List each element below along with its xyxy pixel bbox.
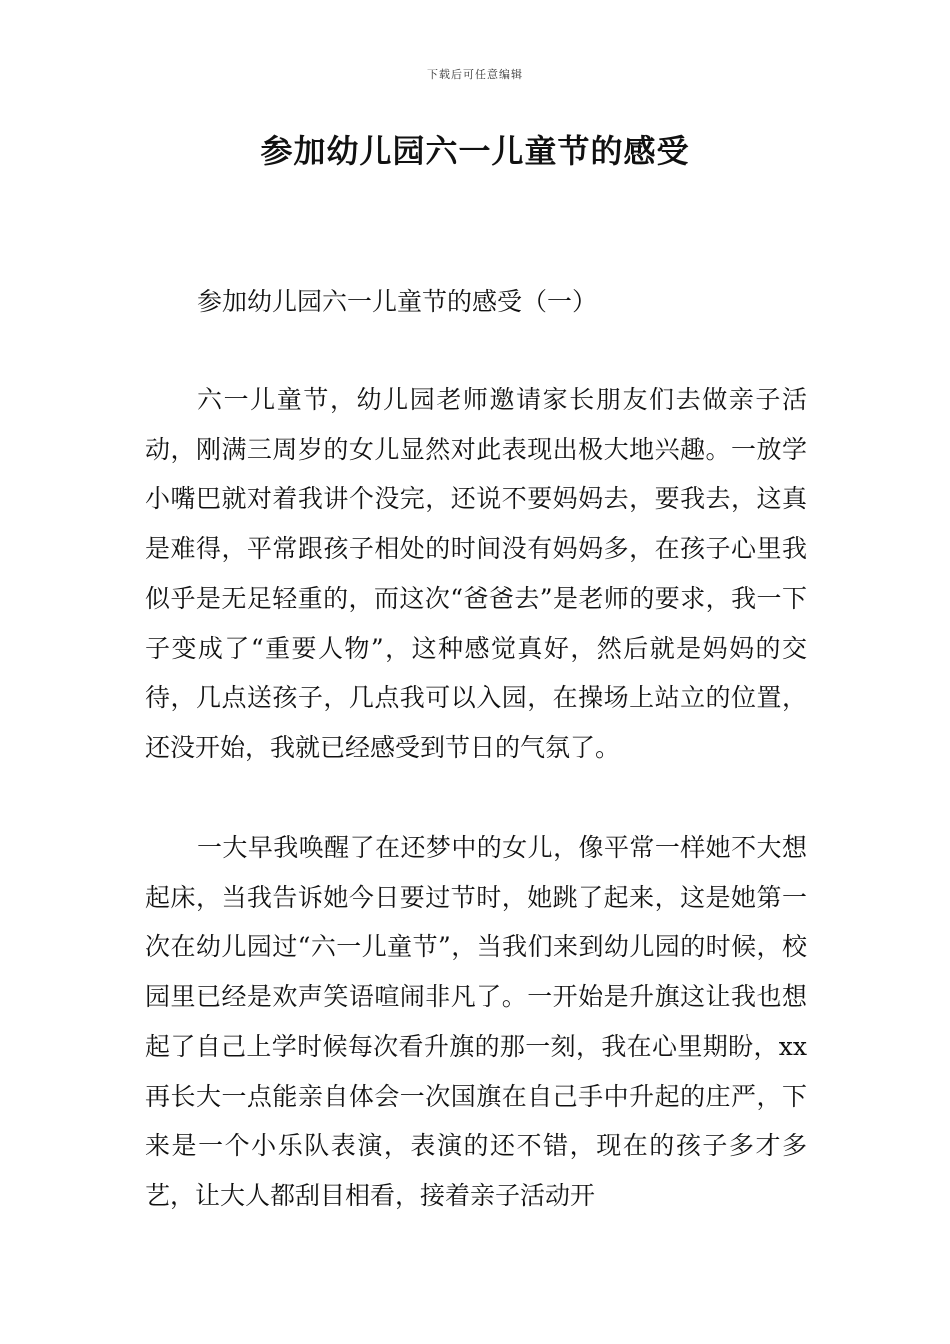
header-note: 下载后可任意编辑 [427, 68, 523, 81]
document-title: 参加幼儿园六一儿童节的感受 [260, 132, 690, 170]
section-heading: 参加幼儿园六一儿童节的感受（一） [197, 287, 598, 316]
body-paragraph-1: 六一儿童节，幼儿园老师邀请家长朋友们去做亲子活动，刚满三周岁的女儿显然对此表现出极大地兴趣。一放学小嘴巴就对着我讲个没完，还说不要妈妈去，要我去，这真是难得，平常跟孩子相处的时间没有妈妈多，在孩子心里我似乎是无足轻重的，而这次“爸爸去”是老师的要求，我一下子变成了“重要人物”，这种感觉真好，然后就是妈妈的交待，几点送孩子，几点我可以入园，在操场上站立的位置，还没开始，我就已经感受到节日的气氛了。 [145, 385, 807, 762]
body-paragraph-2: 一大早我唤醒了在还梦中的女儿，像平常一样她不大想起床，当我告诉她今日要过节时，她跳了起来，这是她第一次在幼儿园过“六一儿童节”，当我们来到幼儿园的时候，校园里已经是欢声笑语喧闹非凡了。一开始是升旗这让我也想起了自己上学时候每次看升旗的那一刻，我在心里期盼，xx再长大一点能亲自体会一次国旗在自己手中升起的庄严，下来是一个小乐队表演，表演的还不错，现在的孩子多才多艺，让大人都刮目相看，接着亲子活动开 [145, 833, 807, 1210]
